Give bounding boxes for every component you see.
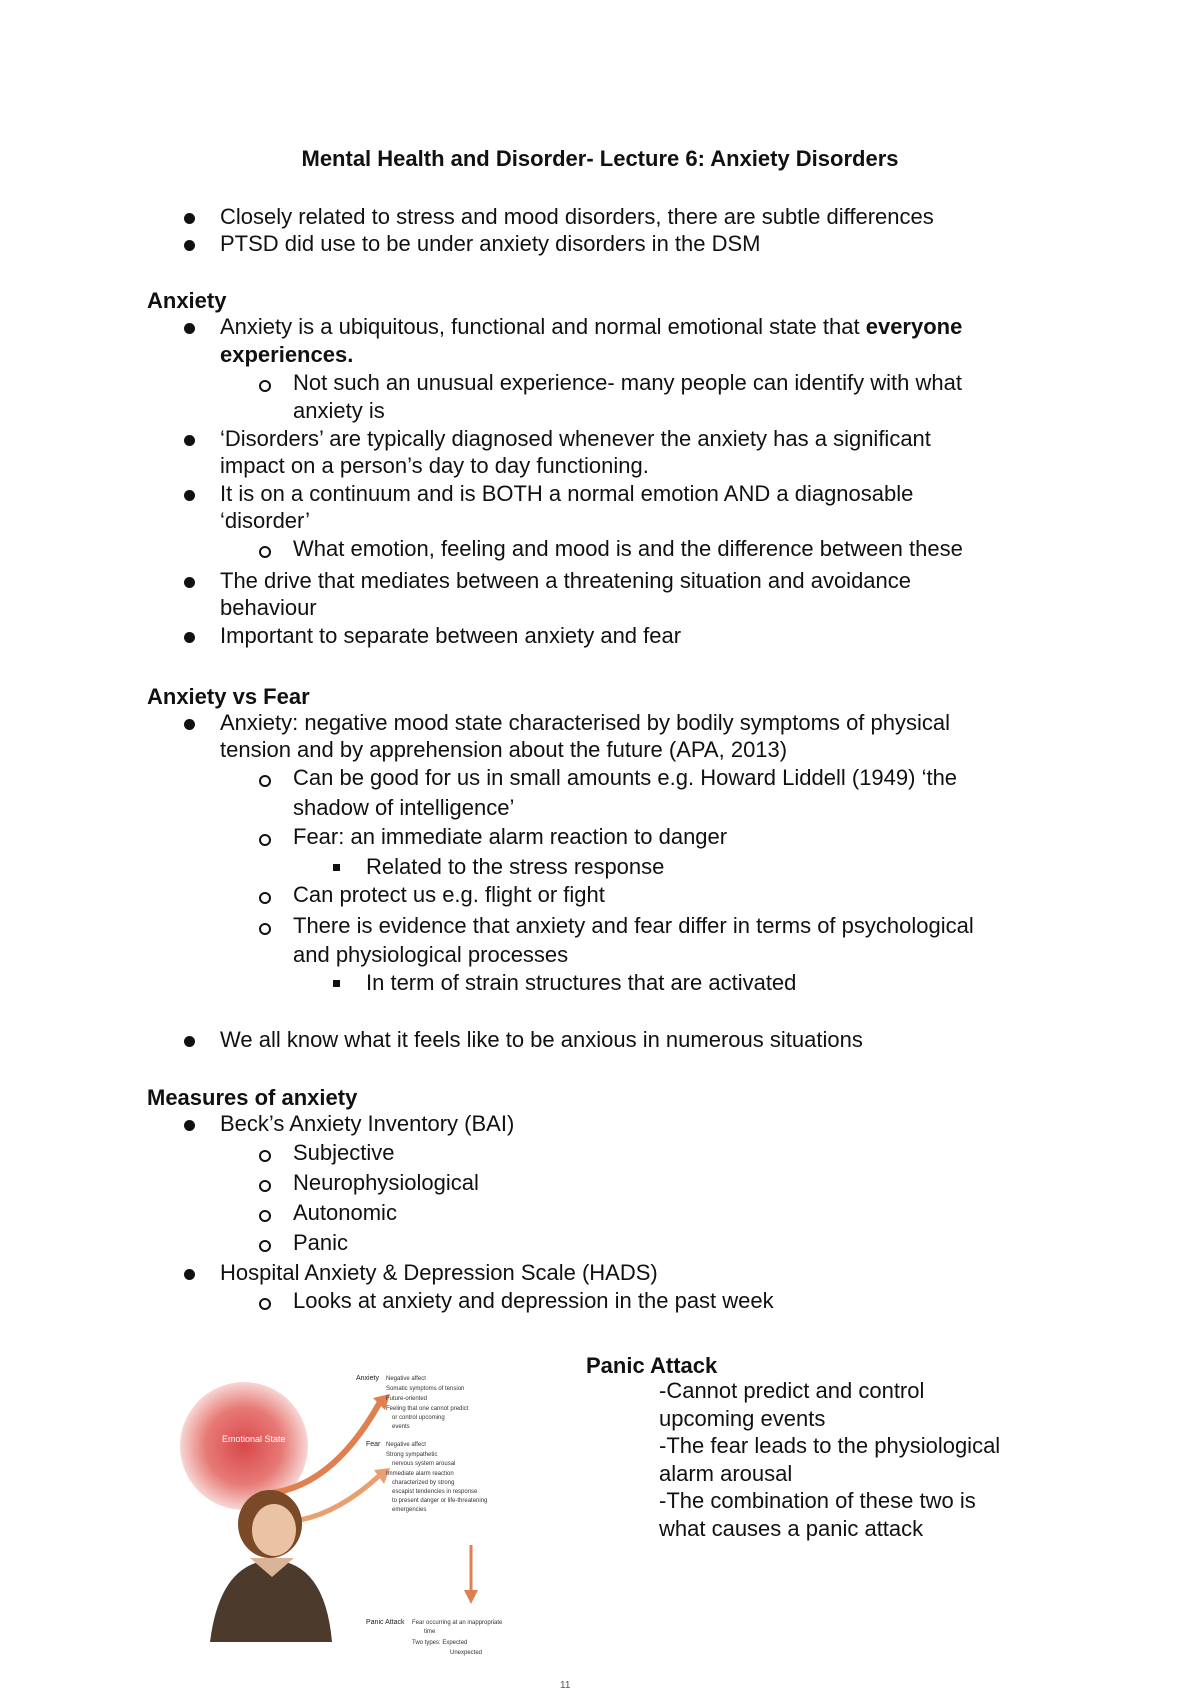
vsfear-bullet-1: Anxiety: negative mood state characterised by bodily symptoms of physical <box>220 710 951 735</box>
bullet-dot <box>184 435 195 446</box>
anxiety-bullet-1-text: Anxiety is a ubiquitous, functional and normal emotional state that <box>220 314 866 339</box>
panic-line: what causes a panic attack <box>659 1516 924 1541</box>
fear-item: Negative affect <box>386 1442 426 1448</box>
fear-item: Immediate alarm reaction <box>386 1471 454 1477</box>
section-heading-anxiety: Anxiety <box>147 288 227 313</box>
anxiety-bullet-3: It is on a continuum and is BOTH a normal emotion AND a diagnosable <box>220 481 914 506</box>
panic-item: Unexpected <box>450 1650 483 1656</box>
panic-attack-heading: Panic Attack <box>586 1353 718 1378</box>
vsfear-sub-4: There is evidence that anxiety and fear differ in terms of psychological <box>293 913 974 938</box>
square-bullet <box>333 980 340 987</box>
anxiety-item: Negative affect <box>386 1376 426 1382</box>
sub-bullet-circle <box>259 1210 271 1222</box>
panic-line: alarm arousal <box>659 1461 793 1486</box>
fear-item: emergencies <box>392 1507 427 1513</box>
anxiety-sub-3: What emotion, feeling and mood is and the difference between these <box>293 536 963 561</box>
bullet-dot <box>184 719 195 730</box>
measures-sub-item: Neurophysiological <box>293 1170 479 1195</box>
panic-line: -The fear leads to the physiological <box>659 1433 1001 1458</box>
fear-item: Strong sympathetic <box>386 1452 438 1458</box>
anxiety-item: Feeling that one cannot predict <box>386 1406 469 1412</box>
arrow-head <box>464 1590 478 1604</box>
vsfear-sub-2: Fear: an immediate alarm reaction to danger <box>293 824 728 849</box>
anxiety-sub-1-cont: anxiety is <box>293 398 385 423</box>
bullet-dot <box>184 632 195 643</box>
anxiety-bullet-4-cont: behaviour <box>220 595 317 620</box>
bullet-dot <box>184 1036 195 1047</box>
bullet-dot <box>184 213 195 224</box>
vsfear-sub-4-sub: In term of strain structures that are activated <box>366 970 797 995</box>
sub-bullet-circle <box>259 1240 271 1252</box>
measures-bullet-2: Hospital Anxiety & Depression Scale (HADS) <box>220 1260 658 1285</box>
sub-bullet-circle <box>259 1150 271 1162</box>
diagram-panic-label: Panic Attack <box>366 1619 405 1626</box>
vsfear-sub-1-cont: shadow of intelligence’ <box>293 795 515 820</box>
bullet-dot <box>184 490 195 501</box>
panic-item: Fear occurring at an inappropriate <box>412 1620 503 1626</box>
bullet-dot <box>184 323 195 334</box>
measures-sub-item: Autonomic <box>293 1200 397 1225</box>
fear-item: escapist tendencies in response <box>392 1489 478 1495</box>
panic-line: -Cannot predict and control <box>659 1378 925 1403</box>
sub-bullet-circle <box>259 923 271 935</box>
bullet-dot <box>184 1269 195 1280</box>
anxiety-item: Future-oriented <box>386 1396 428 1402</box>
panic-line: upcoming events <box>659 1406 826 1431</box>
panic-line: -The combination of these two is <box>659 1488 976 1513</box>
anxiety-bullet-3-cont: ‘disorder’ <box>220 508 311 533</box>
anxiety-item: Somatic symptoms of tension <box>386 1386 465 1392</box>
vsfear-sub-2-sub: Related to the stress response <box>366 854 665 879</box>
fear-item: characterized by strong <box>392 1480 455 1486</box>
intro-item: Closely related to stress and mood disorders, there are subtle differences <box>220 204 934 229</box>
sub-bullet-circle <box>259 1180 271 1192</box>
square-bullet <box>333 864 340 871</box>
page-title: Mental Health and Disorder- Lecture 6: Anxiety Disorders <box>301 146 899 171</box>
vsfear-sub-1: Can be good for us in small amounts e.g. Howard Liddell (1949) ‘the <box>293 765 958 790</box>
emotional-state-diagram <box>180 1372 580 1672</box>
section-heading-anxiety-vs-fear: Anxiety vs Fear <box>147 684 310 709</box>
fear-item: to present danger or life-threatening <box>392 1498 488 1504</box>
anxiety-sub-1: Not such an unusual experience- many people can identify with what <box>293 370 962 395</box>
anxiety-bullet-1 <box>220 313 962 340</box>
anxiety-bullet-1-cont: experiences. <box>220 342 354 367</box>
anxiety-item: or control upcoming <box>392 1415 445 1421</box>
sub-bullet-circle <box>259 892 271 904</box>
sub-bullet-circle <box>259 546 271 558</box>
anxiety-bullet-2-cont: impact on a person’s day to day functioning. <box>220 453 649 478</box>
measures-sub-item: Subjective <box>293 1140 395 1165</box>
measures-bullet-1: Beck’s Anxiety Inventory (BAI) <box>220 1111 515 1136</box>
vsfear-sub-3: Can protect us e.g. flight or fight <box>293 882 605 907</box>
sub-bullet-circle <box>259 834 271 846</box>
anxiety-bullet-5: Important to separate between anxiety and fear <box>220 623 682 648</box>
person-illustration <box>210 1490 332 1642</box>
vsfear-bullet-1-cont: tension and by apprehension about the future (APA, 2013) <box>220 737 788 762</box>
anxiety-bullet-1-bold: everyone <box>865 314 963 339</box>
sub-bullet-circle <box>259 775 271 787</box>
bullet-dot <box>184 1120 195 1131</box>
panic-item: time <box>424 1629 436 1635</box>
sub-bullet-circle <box>259 1298 271 1310</box>
vsfear-bullet-2: We all know what it feels like to be anxious in numerous situations <box>220 1027 863 1052</box>
measures-sub-hads: Looks at anxiety and depression in the past week <box>293 1288 774 1313</box>
page-number: 11 <box>560 1680 571 1691</box>
diagram-anxiety-label: Anxiety <box>356 1375 379 1382</box>
intro-item: PTSD did use to be under anxiety disorders in the DSM <box>220 231 761 256</box>
measures-sub-item: Panic <box>293 1230 349 1255</box>
anxiety-bullet-2: ‘Disorders’ are typically diagnosed whenever the anxiety has a significant <box>220 426 931 451</box>
fear-item: nervous system arousal <box>392 1461 456 1467</box>
diagram-fear-label: Fear <box>366 1441 381 1448</box>
anxiety-bullet-4: The drive that mediates between a threatening situation and avoidance <box>220 568 912 593</box>
sub-bullet-circle <box>259 380 271 392</box>
vsfear-sub-4-cont: and physiological processes <box>293 942 569 967</box>
emotional-state-label: Emotional State <box>222 1434 286 1444</box>
bullet-dot <box>184 577 195 588</box>
panic-item: Two types: Expected <box>412 1640 468 1646</box>
bullet-dot <box>184 240 195 251</box>
section-heading-measures: Measures of anxiety <box>147 1085 358 1110</box>
anxiety-item: events <box>392 1424 410 1430</box>
